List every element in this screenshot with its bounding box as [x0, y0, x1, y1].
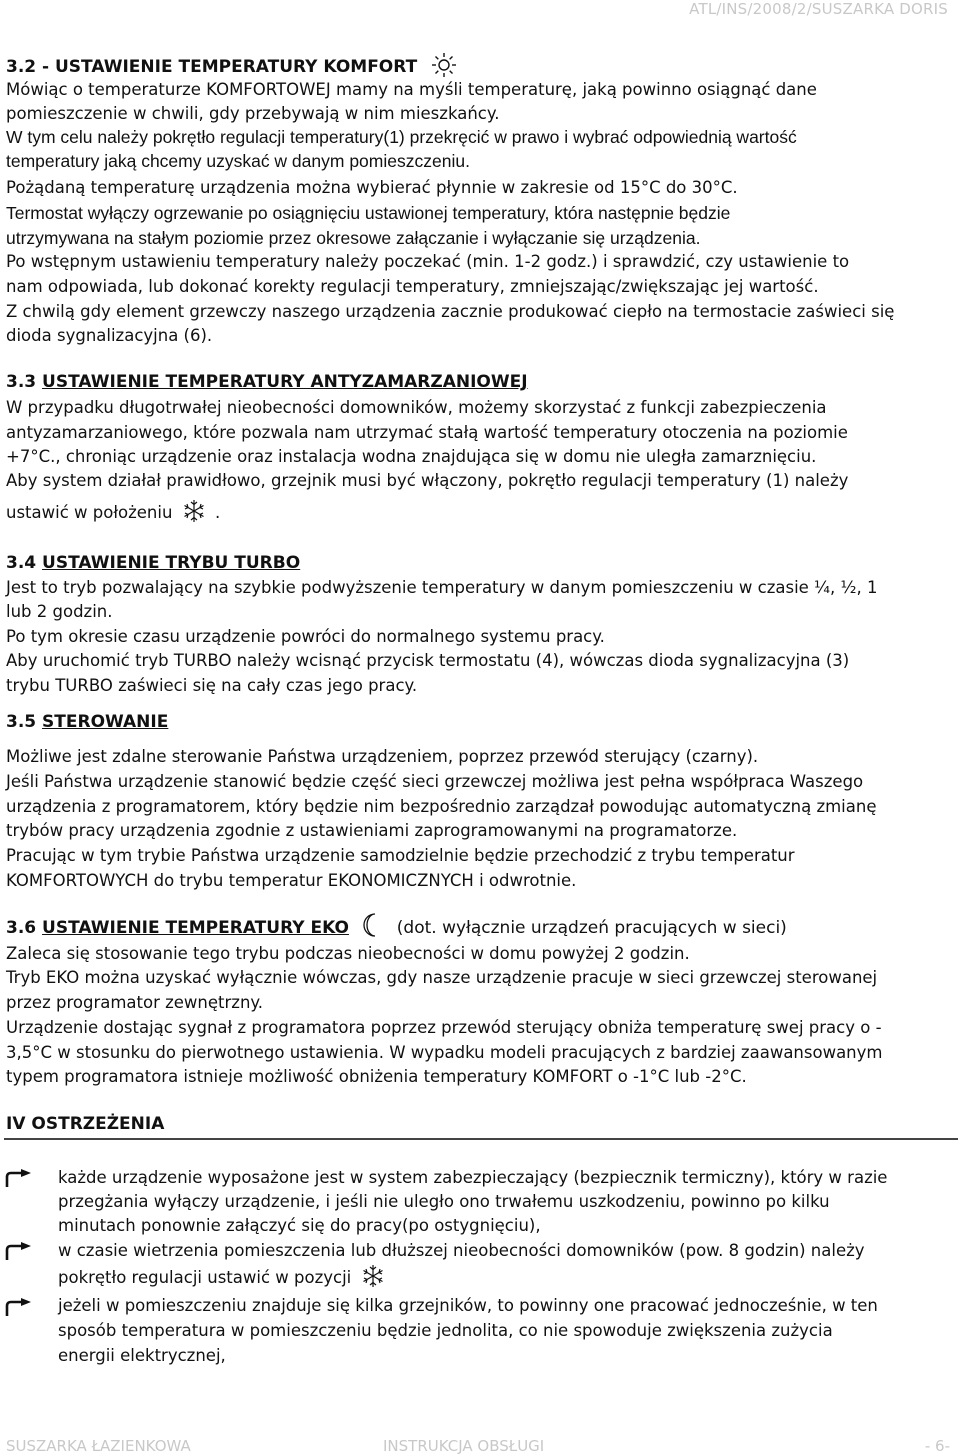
section-3-2-title: 3.2 - USTAWIENIE TEMPERATURY KOMFORT: [6, 57, 418, 77]
warning-3-line-1: jeżeli w pomieszczeniu znajduje się kilka grzejników, to powinny one pracować jednocześnie, w ten: [58, 1296, 878, 1315]
section-3-6-heading: [6, 918, 787, 938]
s35-line-5: Pracując w tym trybie Państwa urządzenie samodzielnie będzie przechodzić z trybu temperatur: [6, 846, 795, 865]
footer-left: SUSZARKA ŁAZIENKOWA: [6, 1437, 191, 1455]
section-3-6-title: USTAWIENIE TEMPERATURY EKO: [42, 918, 349, 938]
s36-line-2: Tryb EKO można uzyskać wyłącznie wówczas, gdy nasze urządzenie pracuje w sieci grzewczej sterowanej: [6, 968, 878, 987]
s36-line-3: przez programator zewnętrzny.: [6, 993, 264, 1012]
arrow-bullet-icon: [4, 1298, 34, 1318]
sun-icon: [431, 52, 457, 78]
footer-center: INSTRUKCJA OBSŁUGI: [383, 1437, 545, 1455]
s32-line-1: Mówiąc o temperaturze KOMFORTOWEJ mamy na myśli temperaturę, jaką powinno osiągnąć dane: [6, 80, 817, 99]
warning-3-line-2: sposób temperatura w pomieszczeniu będzie jednolita, co nie spowoduje zwiększenia zużycia: [58, 1321, 833, 1340]
s36-line-1: Zaleca się stosowanie tego trybu podczas nieobecności w domu powyżej 2 godzin.: [6, 944, 690, 963]
section-3-3-heading: [6, 372, 528, 392]
s33-line-5: [6, 503, 220, 523]
snowflake-icon: [182, 499, 206, 523]
s32-line-11: dioda sygnalizacyjna (6).: [6, 326, 213, 345]
s34-line-4: Aby uruchomić tryb TURBO należy wcisnąć przycisk termostatu (4), wówczas dioda sygnalizacyjna (3): [6, 651, 850, 670]
s32-line-4: temperatury jaką chcemy uzyskać w danym pomieszczeniu.: [6, 151, 470, 171]
s35-line-3: urządzenia z programatorem, który będzie nim bezpośrednio zarządzał powodując automatyczną zmianę: [6, 797, 877, 816]
s32-line-10: Z chwilą gdy element grzewczy naszego urządzenia zacznie produkować ciepło na termostacie zaświeci się: [6, 302, 895, 321]
warning-2-line-2-text: pokrętło regulacji ustawić w pozycji: [58, 1268, 352, 1287]
s35-line-1: Możliwe jest zdalne sterowanie Państwa urządzeniem, poprzez przewód sterujący (czarny).: [6, 747, 759, 766]
section-3-6-note: (dot. wyłącznie urządzeń pracujących w sieci): [396, 918, 787, 938]
section-3-4-title: USTAWIENIE TRYBU TURBO: [42, 553, 301, 573]
warning-2-line-2: [58, 1268, 385, 1288]
section-3-4-heading: [6, 553, 300, 573]
section-3-3-title: USTAWIENIE TEMPERATURY ANTYZAMARZANIOWEJ: [42, 372, 528, 392]
warning-1-line-3: minutach ponownie załączyć się do pracy(po ostygnięciu),: [58, 1216, 541, 1235]
s34-line-1: Jest to tryb pozwalający na szybkie podwyższenie temperatury w danym pomieszczeniu w czasie ¼, ½, 1: [6, 578, 878, 597]
document-reference: ATL/INS/2008/2/SUSZARKA DORIS: [689, 0, 948, 18]
s32-line-2: pomieszczenie w chwili, gdy przebywają w nim mieszkańcy.: [6, 104, 500, 123]
s32-line-8: Po wstępnym ustawieniu temperatury należy poczekać (min. 1-2 godz.) i sprawdzić, czy ustawienie to: [6, 252, 850, 271]
s33-line-3: +7°C., chroniąc urządzenie oraz instalacja wodna znajdująca się w domu nie uległa zamarznięciu.: [6, 447, 817, 466]
s34-line-5: trybu TURBO zaświeci się na cały czas jego pracy.: [6, 676, 418, 695]
section-3-4-number: 3.4: [6, 553, 37, 573]
snowflake-icon: [361, 1264, 385, 1288]
s33-line-1: W przypadku długotrwałej nieobecności domowników, możemy skorzystać z funkcji zabezpieczenia: [6, 398, 827, 417]
section-3-5-title: STEROWANIE: [42, 712, 169, 732]
s34-line-3: Po tym okresie czasu urządzenie powróci do normalnego systemu pracy.: [6, 627, 605, 646]
s33-line-2: antyzamarzaniowego, które pozwala nam utrzymać stałą wartość temperatury otoczenia na poziomie: [6, 423, 848, 442]
s32-line-7: utrzymywana na stałym poziomie przez okresowe załączanie i wyłączanie się urządzenia.: [6, 228, 701, 248]
s35-line-6: KOMFORTOWYCH do trybu temperatur EKONOMICZNYCH i odwrotnie.: [6, 871, 577, 890]
moon-icon: [361, 912, 383, 938]
s33-line-4: Aby system działał prawidłowo, grzejnik musi być włączony, pokrętło regulacji temperatury (1) należy: [6, 471, 849, 490]
section-3-6-number: 3.6: [6, 918, 37, 938]
s33-line-5-end: .: [214, 503, 221, 522]
s36-line-4: Urządzenie dostając sygnał z programatora poprzez przewód sterujący obniża temperaturę swej pracy o -: [6, 1018, 882, 1037]
arrow-bullet-icon: [4, 1242, 34, 1262]
warning-1-line-1: każde urządzenie wyposażone jest w system zabezpieczający (bezpiecznik termiczny), który w razie: [58, 1168, 888, 1187]
section-3-3-number: 3.3: [6, 372, 37, 392]
s34-line-2: lub 2 godzin.: [6, 602, 113, 621]
s32-line-3: W tym celu należy pokrętło regulacji temperatury(1) przekręcić w prawo i wybrać odpowiednią wartość: [6, 127, 797, 147]
s33-line-5-text: ustawić w położeniu: [6, 503, 173, 522]
s36-line-5: 3,5°C w stosunku do pierwotnego ustawienia. W wypadku modeli pracujących z bardziej zaawansowanym: [6, 1043, 883, 1062]
section-3-2-heading: [6, 56, 457, 78]
section-3-5-heading: [6, 712, 168, 732]
section-3-5-number: 3.5: [6, 712, 37, 732]
arrow-bullet-icon: [4, 1169, 34, 1189]
warning-3-line-3: energii elektrycznej,: [58, 1346, 226, 1365]
s32-line-5: Pożądaną temperaturę urządzenia można wybierać płynnie w zakresie od 15°C do 30°C.: [6, 178, 738, 197]
warning-2-line-1: w czasie wietrzenia pomieszczenia lub dłuższej nieobecności domowników (pow. 8 godzin) należy: [58, 1241, 865, 1260]
page-number: - 6-: [924, 1437, 950, 1455]
s32-line-6: Termostat wyłączy ogrzewanie po osiągnięciu ustawionej temperatury, która następnie będzie: [6, 203, 731, 223]
s35-line-4: trybów pracy urządzenia zgodnie z ustawieniami zaprogramowanymi na programatorze.: [6, 821, 738, 840]
s35-line-2: Jeśli Państwa urządzenie stanowić będzie część sieci grzewczej możliwa jest pełna współpraca Waszego: [6, 772, 864, 791]
warning-1-line-2: przegżania wyłączy urządzenie, i jeśli nie uległo ono trwałemu uszkodzeniu, powinno po kilku: [58, 1192, 830, 1211]
s36-line-6: typem programatora istnieje możliwość obniżenia temperatury KOMFORT o -1°C lub -2°C.: [6, 1067, 747, 1086]
s32-line-9: nam odpowiada, lub dokonać korekty regulacji temperatury, zmniejszając/zwiększając jej wartość.: [6, 277, 819, 296]
section-4-heading: IV OSTRZEŻENIA: [6, 1114, 165, 1134]
section-divider: [4, 1138, 958, 1140]
